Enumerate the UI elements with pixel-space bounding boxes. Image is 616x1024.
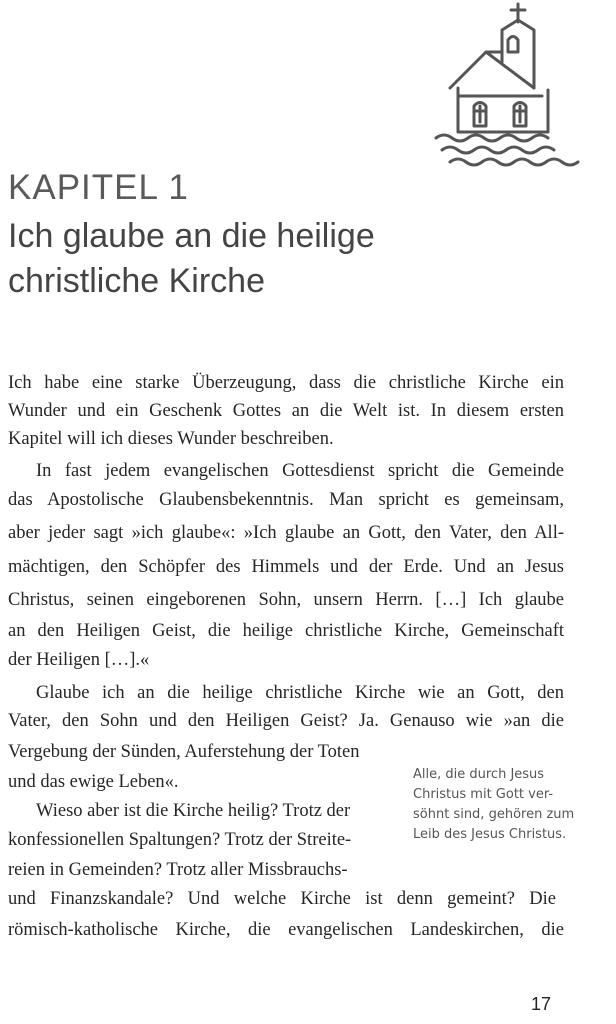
body-line: In fast jedem evangelischen Gottesdienst spricht die Gemeinde <box>36 461 564 481</box>
body-line: Vater, den Sohn und den Heiligen Geist? Ja. Genauso wie »an die <box>8 711 564 731</box>
chapter-title-line: Ich glaube an die heilige <box>8 217 375 255</box>
body-line: konfessionellen Spaltungen? Trotz der Streite- <box>8 830 352 850</box>
body-line: mächtigen, den Schöpfer des Himmels und der Erde. Und an Jesus <box>8 557 564 577</box>
body-line: und das ewige Leben«. <box>8 772 179 792</box>
church-icon <box>402 0 582 180</box>
margin-note-line: Leib des Jesus Christus. <box>413 827 567 842</box>
body-line: Wieso aber ist die Kirche heilig? Trotz der <box>36 801 351 821</box>
body-line: Glaube ich an die heilige christliche Kirche wie an Gott, den <box>36 683 564 703</box>
body-line: Wunder und ein Geschenk Gottes an die Welt ist. In diesem ersten <box>8 401 564 421</box>
page-number: 17 <box>531 994 552 1014</box>
body-line: römisch-katholische Kirche, die evangelischen Landeskirchen, die <box>8 920 564 940</box>
body-line: Ich habe eine starke Überzeugung, dass die christliche Kirche ein <box>8 373 564 393</box>
margin-note-line: Christus mit Gott ver- <box>413 787 554 802</box>
chapter-title <box>8 214 448 304</box>
margin-note <box>413 765 613 845</box>
body-line: aber jeder sagt »ich glaube«: »Ich glaube an Gott, den Vater, den All- <box>8 523 564 543</box>
chapter-label: KAPITEL 1 <box>8 168 189 207</box>
body-line: der Heiligen […].« <box>8 650 150 670</box>
body-line: und Finanzskandale? Und welche Kirche ist denn gemeint? Die <box>8 889 556 909</box>
body-line: Christus, seinen eingeborenen Sohn, unsern Herrn. […] Ich glaube <box>8 590 564 610</box>
body-line: Vergebung der Sünden, Auferstehung der Toten <box>8 742 360 762</box>
body-line: Kapitel will ich dieses Wunder beschreiben. <box>8 429 334 449</box>
body-line: reien in Gemeinden? Trotz aller Missbrauchs- <box>8 860 348 880</box>
margin-note-line: Alle, die durch Jesus <box>413 767 545 782</box>
chapter-title-line: christliche Kirche <box>8 262 265 300</box>
margin-note-line: söhnt sind, gehören zum <box>413 807 575 822</box>
body-line: das Apostolische Glaubensbekenntnis. Man spricht es gemeinsam, <box>8 490 564 510</box>
body-line: an den Heiligen Geist, die heilige christliche Kirche, Gemeinschaft <box>8 621 564 641</box>
